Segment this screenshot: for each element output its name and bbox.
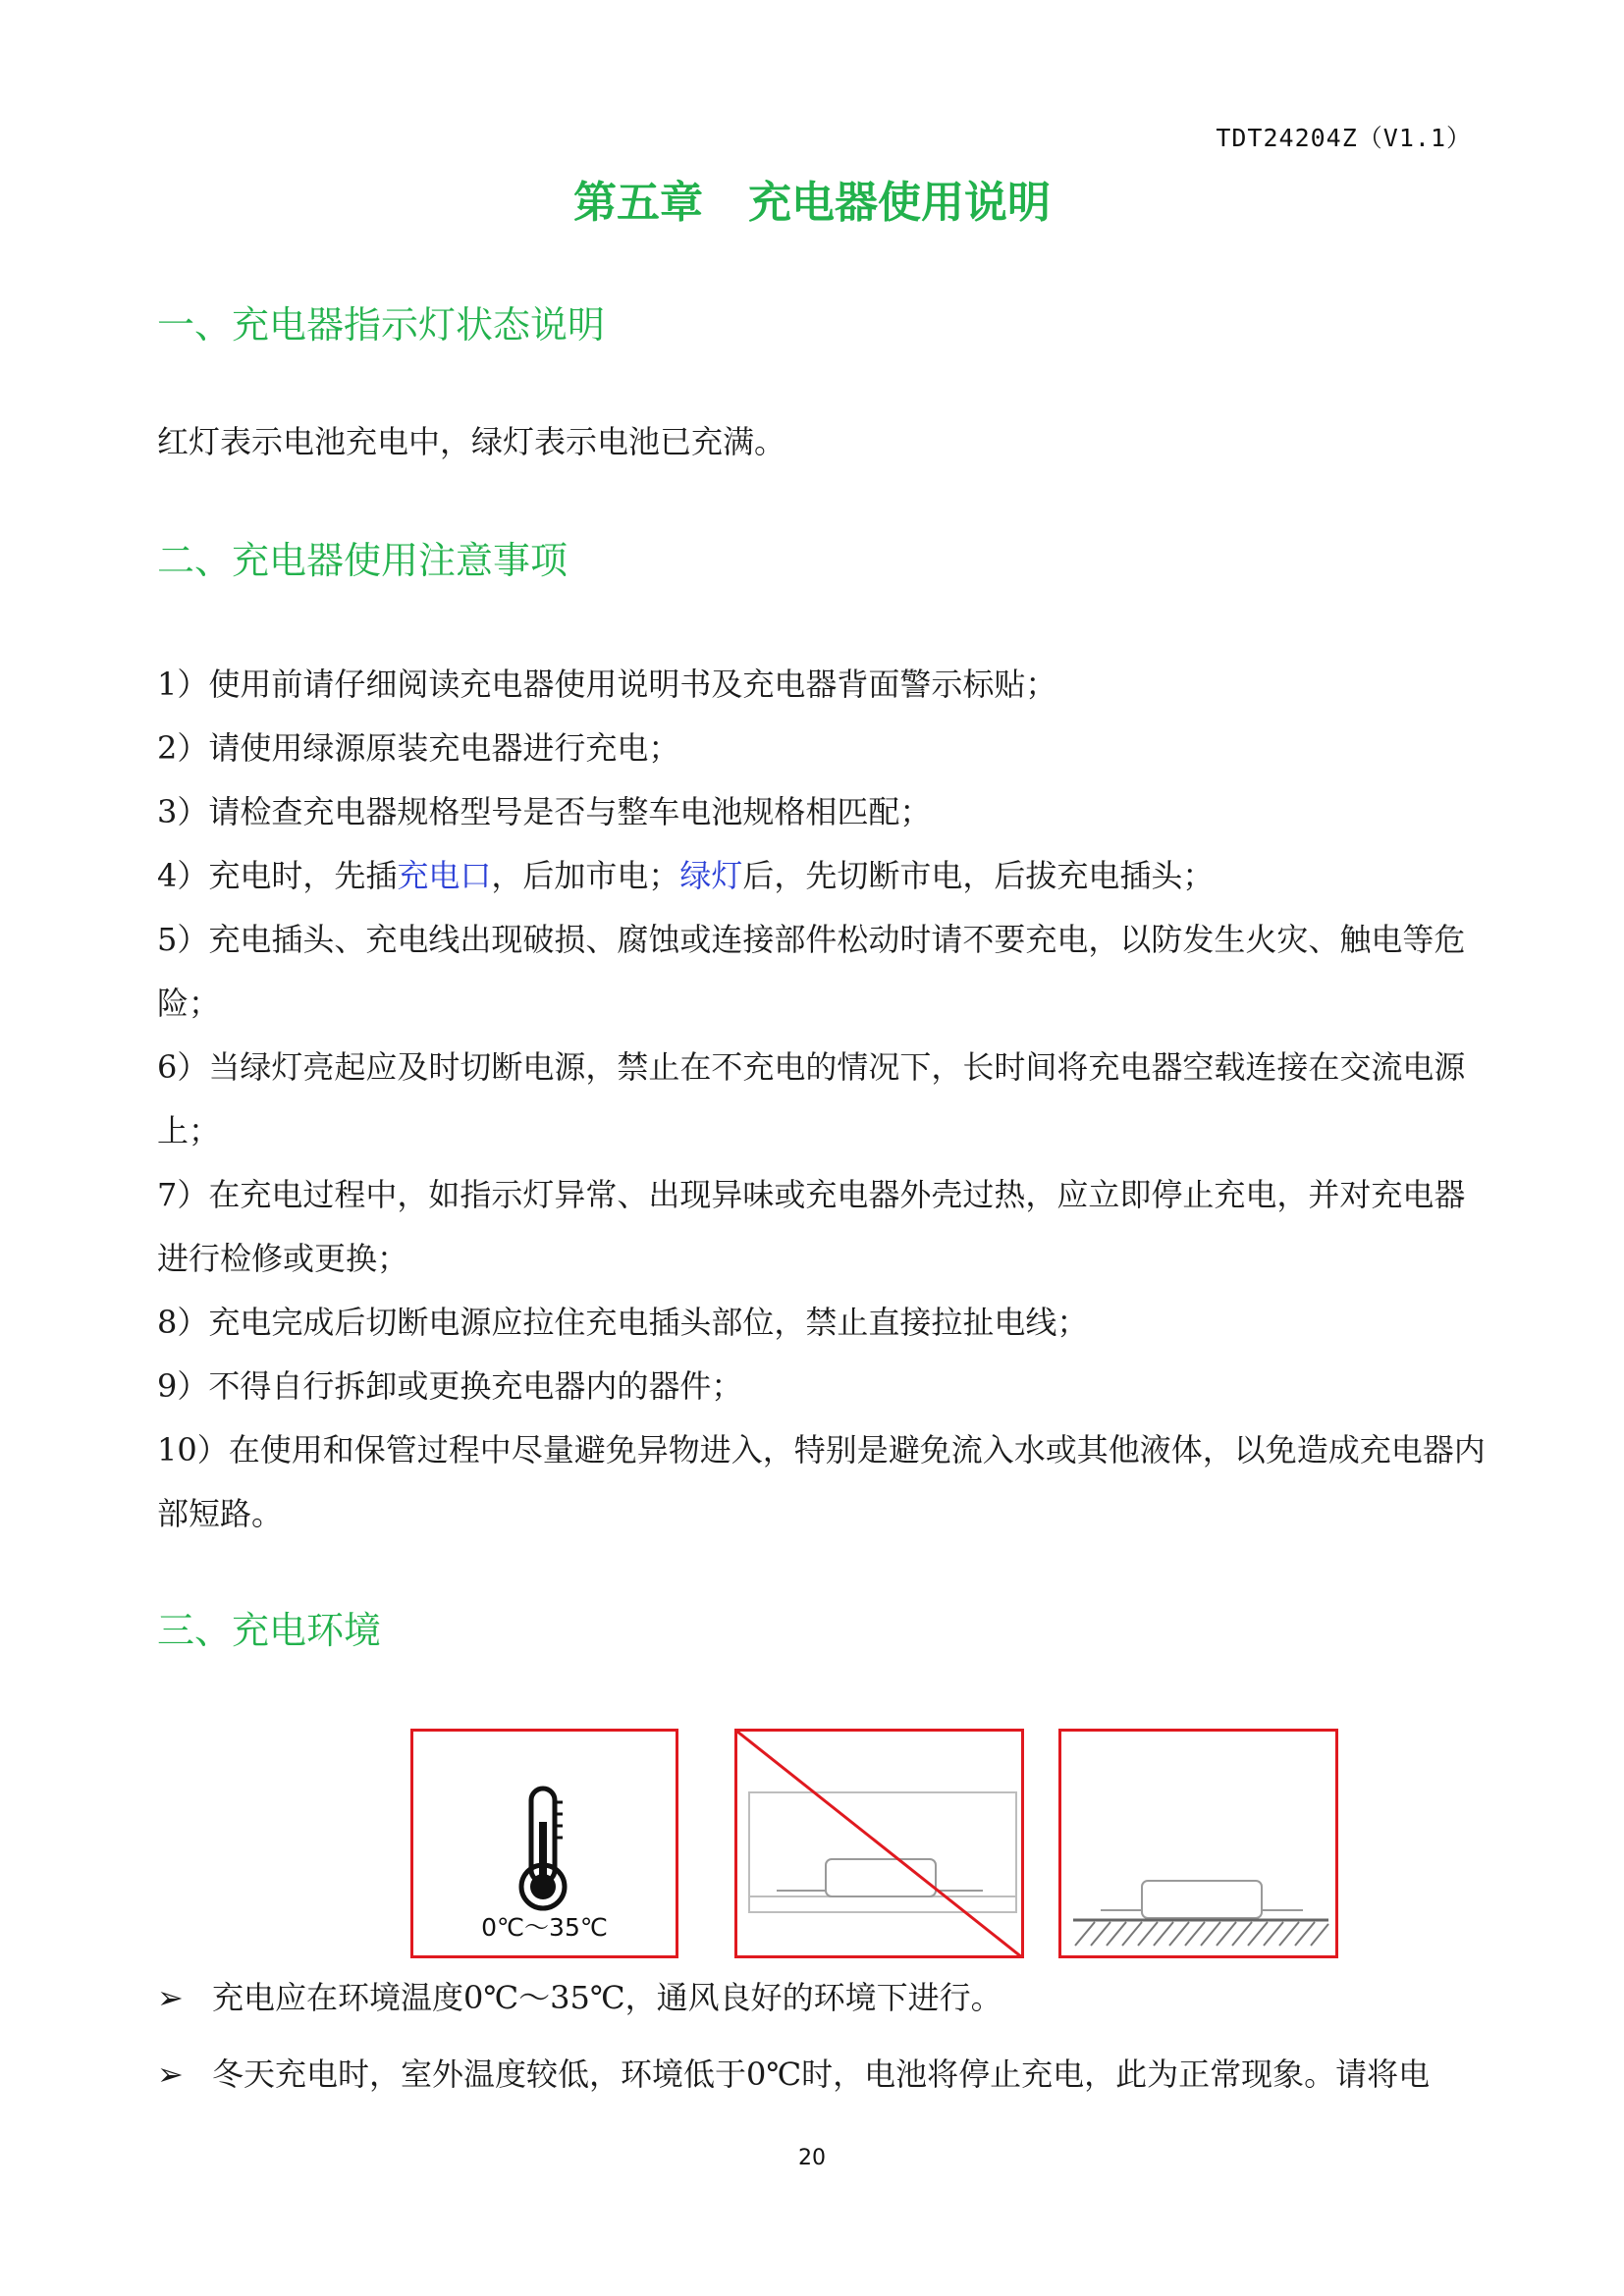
section-heading-precautions: 二、充电器使用注意事项 [157, 539, 568, 582]
list-item: 5）充电插头、充电线出现破损、腐蚀或连接部件松动时请不要充电，以防发生火灾、触电等危险； [157, 921, 1466, 1022]
highlight-green-light: 绿灯 [679, 857, 743, 894]
list-item: 3）请检查充电器规格型号是否与整车电池规格相匹配； [157, 793, 932, 830]
highlight-charging-port: 充电口 [397, 857, 492, 894]
precautions-list [157, 653, 1492, 1546]
bullet-arrow-icon: ➢ [157, 2056, 184, 2093]
doc-code: TDT24204Z（V1.1） [1216, 124, 1472, 152]
figure-temperature [410, 1729, 678, 1958]
page-number: 20 [798, 2146, 826, 2170]
bullet-item: ➢ 冬天充电时，室外温度较低，环境低于0℃时，电池将停止充电，此为正常现象。请将电 [157, 2050, 1430, 2099]
figure-enclosed-prohibited [734, 1729, 1024, 1958]
figure-on-ground [1058, 1729, 1338, 1958]
section-heading-environment: 三、充电环境 [157, 1609, 382, 1652]
section-heading-indicator: 一、充电器指示灯状态说明 [157, 303, 606, 347]
bullet-arrow-icon: ➢ [157, 1979, 184, 2016]
list-item: 8）充电完成后切断电源应拉住充电插头部位，禁止直接拉扯电线； [157, 1304, 1089, 1341]
list-item: 9）不得自行拆卸或更换充电器内的器件； [157, 1367, 743, 1405]
list-item: 10）在使用和保管过程中尽量避免异物进入，特别是避免流入水或其他液体，以免造成充电器内部短路。 [157, 1431, 1486, 1532]
charger-enclosed-prohibited-icon [737, 1732, 1024, 1958]
chapter-title: 第五章 充电器使用说明 [573, 178, 1051, 228]
indicator-description: 红灯表示电池充电中，绿灯表示电池已充满。 [157, 423, 786, 460]
list-item: 2）请使用绿源原装充电器进行充电； [157, 729, 680, 767]
list-item: 6）当绿灯亮起应及时切断电源，禁止在不充电的情况下，长时间将充电器空载连接在交流电源上； [157, 1048, 1466, 1149]
list-item: 4）充电时，先插充电口，后加市电；绿灯后，先切断市电，后拔充电插头； [157, 857, 1215, 894]
charger-on-ground-icon [1061, 1732, 1338, 1958]
temperature-range-label: 0℃～35℃ [481, 1913, 608, 1942]
list-item: 1）使用前请仔细阅读充电器使用说明书及充电器背面警示标贴； [157, 666, 1057, 703]
list-item: 7）在充电过程中，如指示灯异常、出现异味或充电器外壳过热，应立即停止充电，并对充电器进行检修或更换； [157, 1176, 1466, 1277]
bullet-item: ➢ 充电应在环境温度0℃～35℃，通风良好的环境下进行。 [157, 1973, 1002, 2022]
